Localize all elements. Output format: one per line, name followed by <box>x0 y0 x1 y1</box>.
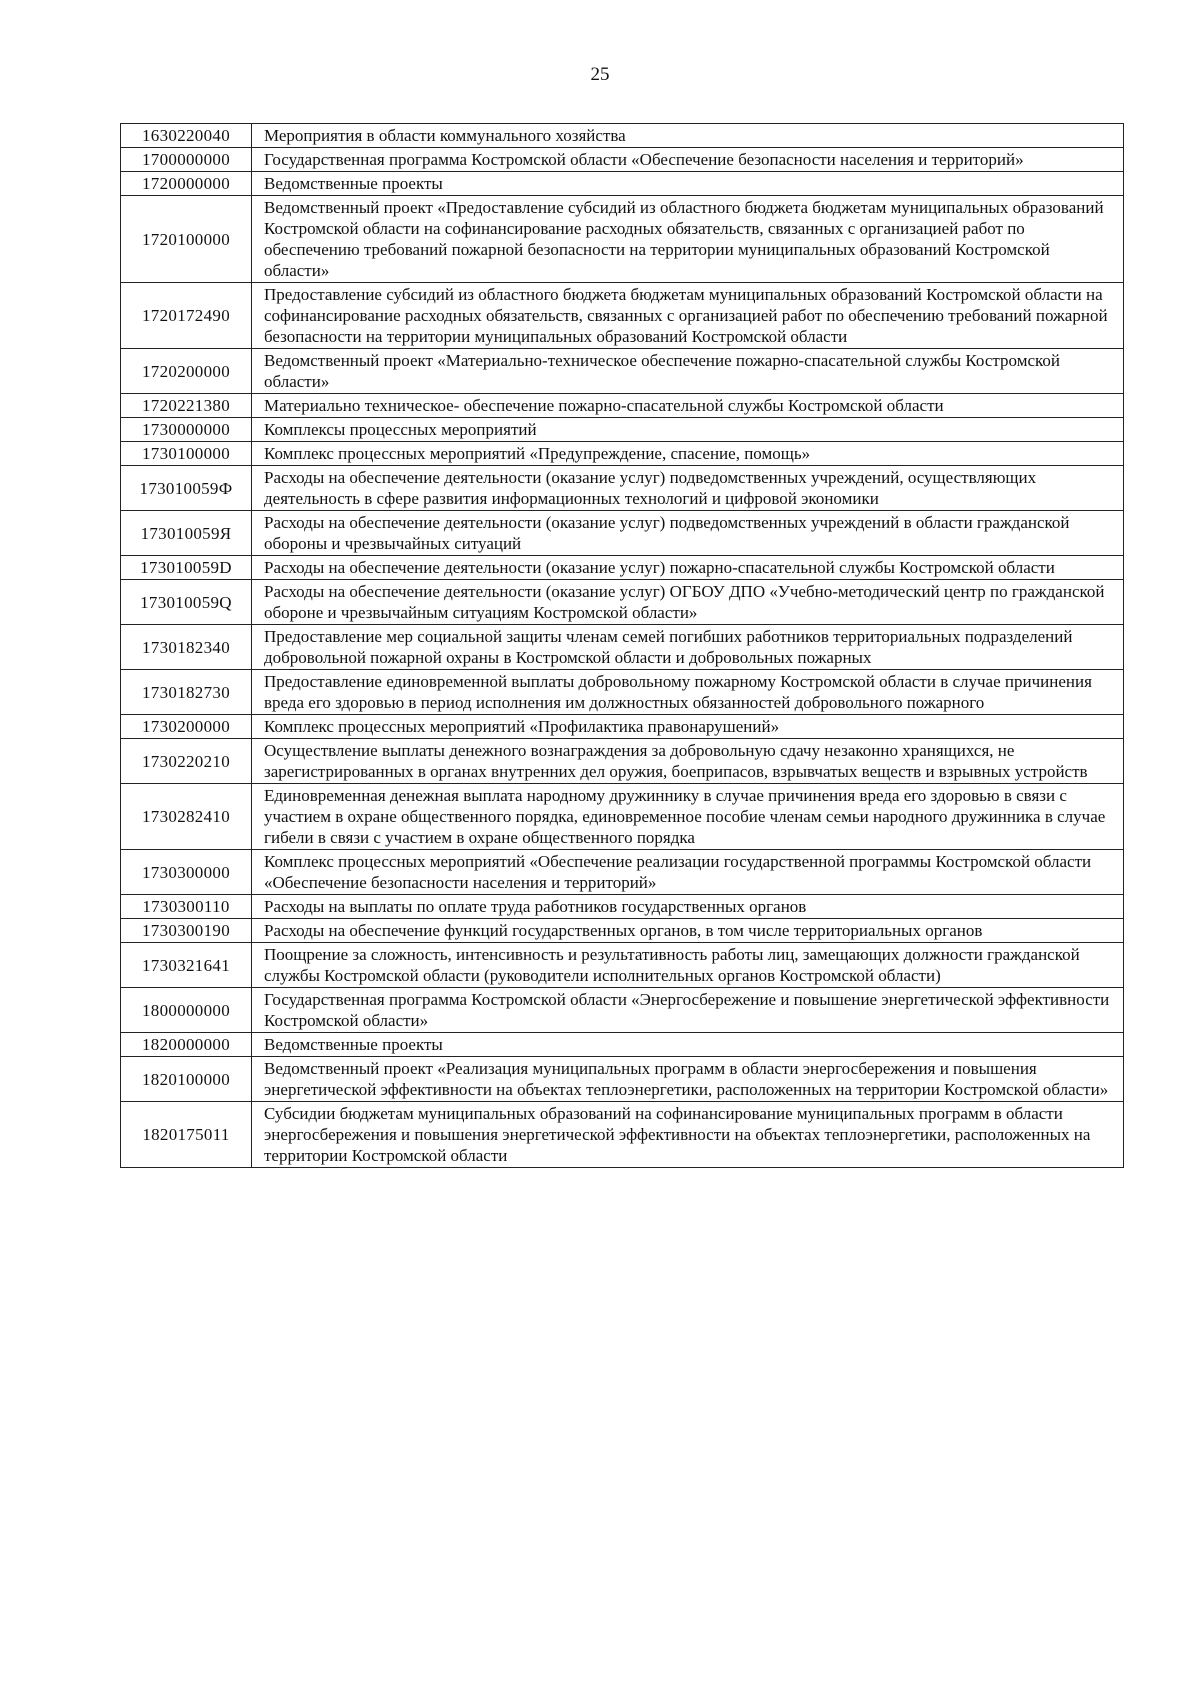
row-name: Государственная программа Костромской области «Обеспечение безопасности населения и территорий» <box>252 148 1124 172</box>
table-row <box>121 283 1124 349</box>
row-code: 173010059Я <box>121 511 252 556</box>
table-row <box>121 784 1124 850</box>
row-code: 1820000000 <box>121 1033 252 1057</box>
table-row <box>121 172 1124 196</box>
table-row <box>121 715 1124 739</box>
row-code: 1630220040 <box>121 124 252 148</box>
row-code: 1720100000 <box>121 196 252 283</box>
row-name: Комплекс процессных мероприятий «Обеспечение реализации государственной программы Костромской области «Обеспечение безопасности населения и территорий» <box>252 850 1124 895</box>
table-row <box>121 418 1124 442</box>
row-code: 173010059D <box>121 556 252 580</box>
table-row <box>121 580 1124 625</box>
row-name: Комплекс процессных мероприятий «Предупреждение, спасение, помощь» <box>252 442 1124 466</box>
row-name: Расходы на обеспечение деятельности (оказание услуг) ОГБОУ ДПО «Учебно-методический центр по гражданской обороне и чрезвычайным ситуациям Костромской области» <box>252 580 1124 625</box>
row-name: Ведомственный проект «Предоставление субсидий из областного бюджета бюджетам муниципальных образований Костромской области на софинансирование расходных обязательств, связанных с организацией работ по обеспечению требований пожарной безопасности на территории муниципальных образований Костромской области» <box>252 196 1124 283</box>
row-name: Расходы на обеспечение деятельности (оказание услуг) пожарно-спасательной службы Костромской области <box>252 556 1124 580</box>
table-row <box>121 394 1124 418</box>
row-name: Расходы на выплаты по оплате труда работников государственных органов <box>252 895 1124 919</box>
table-row <box>121 1033 1124 1057</box>
row-code: 1820175011 <box>121 1102 252 1168</box>
row-name: Ведомственный проект «Реализация муниципальных программ в области энергосбережения и повышения энергетической эффективности на объектах теплоэнергетики, расположенных на территории Костромской области» <box>252 1057 1124 1102</box>
table-row <box>121 943 1124 988</box>
table-row <box>121 850 1124 895</box>
page-number: 25 <box>590 64 610 85</box>
row-name: Материально техническое- обеспечение пожарно-спасательной службы Костромской области <box>252 394 1124 418</box>
table-row <box>121 511 1124 556</box>
row-name: Единовременная денежная выплата народному дружиннику в случае причинения вреда его здоровью в связи с участием в охране общественного порядка, единовременное пособие членам семьи народного дружинника в случае гибели в связи с участием в охране общественного порядка <box>252 784 1124 850</box>
row-code: 1720221380 <box>121 394 252 418</box>
table-row <box>121 1057 1124 1102</box>
table-body <box>121 124 1124 1168</box>
row-code: 1730282410 <box>121 784 252 850</box>
row-name: Комплексы процессных мероприятий <box>252 418 1124 442</box>
row-code: 1730182730 <box>121 670 252 715</box>
table-row <box>121 1102 1124 1168</box>
table-row <box>121 148 1124 172</box>
row-name: Ведомственные проекты <box>252 1033 1124 1057</box>
budget-codes-table <box>120 123 1124 1168</box>
table-row <box>121 670 1124 715</box>
row-code: 1730182340 <box>121 625 252 670</box>
row-name: Расходы на обеспечение деятельности (оказание услуг) подведомственных учреждений в области гражданской обороны и чрезвычайных ситуаций <box>252 511 1124 556</box>
row-name: Ведомственный проект «Материально-техническое обеспечение пожарно-спасательной службы Костромской области» <box>252 349 1124 394</box>
table-row <box>121 895 1124 919</box>
table-row <box>121 625 1124 670</box>
table-row <box>121 988 1124 1033</box>
row-name: Государственная программа Костромской области «Энергосбережение и повышение энергетической эффективности Костромской области» <box>252 988 1124 1033</box>
table-row <box>121 124 1124 148</box>
row-name: Предоставление мер социальной защиты членам семей погибших работников территориальных подразделений добровольной пожарной охраны в Костромской области и добровольных пожарных <box>252 625 1124 670</box>
row-name: Поощрение за сложность, интенсивность и результативность работы лиц, замещающих должности гражданской службы Костромской области (руководители исполнительных органов Костромской области) <box>252 943 1124 988</box>
row-code: 1800000000 <box>121 988 252 1033</box>
table-row <box>121 442 1124 466</box>
table-row <box>121 466 1124 511</box>
row-code: 173010059Q <box>121 580 252 625</box>
row-name: Комплекс процессных мероприятий «Профилактика правонарушений» <box>252 715 1124 739</box>
row-name: Предоставление субсидий из областного бюджета бюджетам муниципальных образований Костромской области на софинансирование расходных обязательств, связанных с организацией работ по обеспечению требований пожарной безопасности на территории муниципальных образований Костромской области <box>252 283 1124 349</box>
row-code: 1720000000 <box>121 172 252 196</box>
row-code: 1700000000 <box>121 148 252 172</box>
row-name: Осуществление выплаты денежного вознаграждения за добровольную сдачу незаконно хранящихся, не зарегистрированных в органах внутренних дел оружия, боеприпасов, взрывчатых веществ и взрывных устройств <box>252 739 1124 784</box>
row-code: 1730300000 <box>121 850 252 895</box>
row-code: 1730100000 <box>121 442 252 466</box>
row-code: 1730300110 <box>121 895 252 919</box>
row-code: 1730300190 <box>121 919 252 943</box>
row-name: Мероприятия в области коммунального хозяйства <box>252 124 1124 148</box>
row-name: Субсидии бюджетам муниципальных образований на софинансирование муниципальных программ в области энергосбережения и повышения энергетической эффективности на объектах теплоэнергетики, расположенных на территории Костромской области <box>252 1102 1124 1168</box>
table-row <box>121 196 1124 283</box>
row-code: 1730220210 <box>121 739 252 784</box>
table-row <box>121 739 1124 784</box>
row-code: 1720200000 <box>121 349 252 394</box>
row-name: Расходы на обеспечение функций государственных органов, в том числе территориальных органов <box>252 919 1124 943</box>
table-row <box>121 556 1124 580</box>
row-code: 1730321641 <box>121 943 252 988</box>
row-name: Ведомственные проекты <box>252 172 1124 196</box>
table-row <box>121 349 1124 394</box>
row-code: 1720172490 <box>121 283 252 349</box>
row-code: 1820100000 <box>121 1057 252 1102</box>
row-name: Предоставление единовременной выплаты добровольному пожарному Костромской области в случае причинения вреда его здоровью в период исполнения им должностных обязанностей добровольного пожарного <box>252 670 1124 715</box>
row-name: Расходы на обеспечение деятельности (оказание услуг) подведомственных учреждений, осуществляющих деятельность в сфере развития информационных технологий и цифровой экономики <box>252 466 1124 511</box>
row-code: 1730000000 <box>121 418 252 442</box>
row-code: 1730200000 <box>121 715 252 739</box>
row-code: 173010059Ф <box>121 466 252 511</box>
table-row <box>121 919 1124 943</box>
